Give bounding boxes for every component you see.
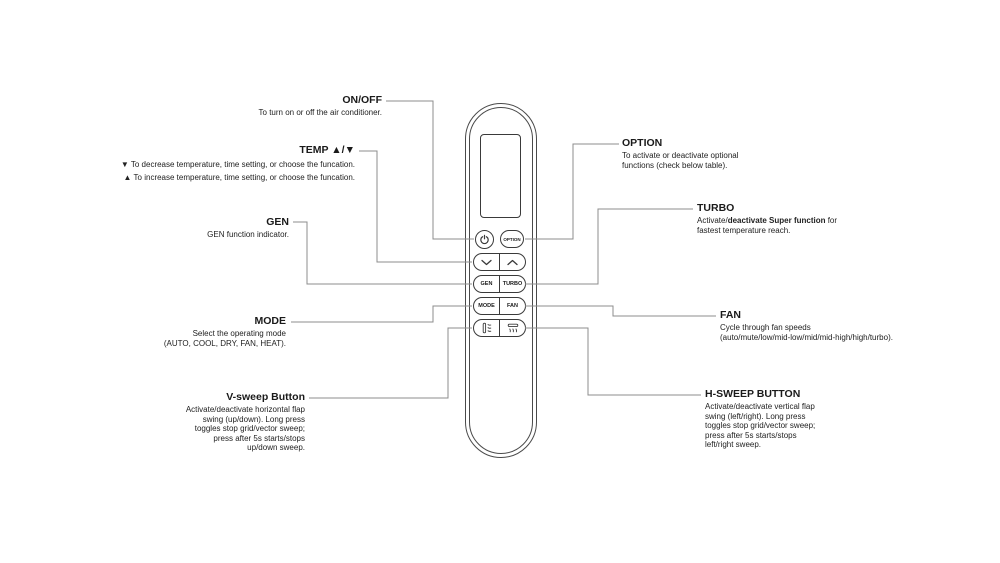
v-sweep-button — [474, 320, 500, 336]
connector-on-off — [386, 101, 474, 239]
temp-down-button — [474, 254, 500, 270]
temp-button-group — [473, 253, 526, 271]
callout-v-sweep — [186, 392, 305, 453]
callout-h-sweep — [705, 389, 815, 450]
sweep-button-group — [473, 319, 526, 337]
callout-mode — [164, 316, 286, 348]
gen-turbo-button-group — [473, 275, 526, 293]
gen-button — [474, 276, 500, 292]
turbo-desc-bold: deactivate Super function — [727, 216, 826, 225]
callout-option — [622, 138, 739, 170]
v-sweep-flap-icon — [481, 322, 493, 334]
turbo-button — [500, 276, 525, 292]
temp-up-button — [500, 254, 525, 270]
power-icon — [479, 234, 490, 245]
power-button — [475, 230, 494, 249]
mode-button — [474, 298, 500, 314]
option-desc-1: To activate or deactivate optional — [622, 151, 739, 160]
connector-fan — [525, 306, 716, 316]
option-label: OPTION — [622, 137, 663, 149]
callout-turbo — [697, 203, 837, 235]
connector-v-sweep — [309, 328, 472, 398]
turbo-desc-pre: Activate/ — [697, 216, 728, 225]
chevron-up-icon — [506, 259, 519, 266]
mode-desc-1: Select the operating mode — [192, 329, 286, 338]
v-sweep-desc-1: Activate/deactivate horizontal flap — [185, 405, 305, 414]
connector-mode — [291, 306, 472, 322]
h-sweep-label: H-SWEEP BUTTON — [705, 388, 801, 400]
callout-temp — [121, 145, 355, 184]
turbo-button-label: TURBO — [502, 281, 523, 287]
fan-desc-1: Cycle through fan speeds — [720, 323, 811, 332]
h-sweep-desc-2: swing (left/right). Long press — [705, 411, 806, 421]
h-sweep-desc-4: press after 5s starts/stops — [705, 430, 797, 440]
on-off-desc: To turn on or off the air conditioner. — [258, 108, 382, 117]
callout-on-off — [259, 95, 382, 118]
mode-label: MODE — [254, 315, 286, 327]
mode-fan-button-group — [473, 297, 526, 315]
fan-desc-2: (auto/mute/low/mid-low/mid/mid-high/high/turbo). — [720, 332, 893, 342]
h-sweep-desc-1: Activate/deactivate vertical flap — [705, 402, 815, 411]
v-sweep-desc-5: up/down sweep. — [247, 443, 305, 452]
h-sweep-desc-3: toggles stop grid/vector sweep; — [705, 421, 816, 430]
option-desc-2: functions (check below table). — [622, 160, 728, 170]
mode-desc-2: (AUTO, COOL, DRY, FAN, HEAT). — [163, 338, 286, 348]
fan-button — [500, 298, 525, 314]
temp-label: TEMP ▲/▼ — [299, 144, 355, 156]
connector-option — [525, 144, 619, 239]
turbo-desc-post: for — [825, 216, 838, 225]
on-off-label: ON/OFF — [342, 94, 382, 106]
connector-temp — [359, 151, 472, 262]
gen-button-label: GEN — [480, 281, 493, 287]
connector-gen — [293, 222, 472, 284]
fan-label: FAN — [720, 309, 741, 321]
turbo-desc-1 — [697, 216, 837, 226]
mode-button-label: MODE — [478, 303, 495, 309]
v-sweep-desc-2: swing (up/down). Long press — [202, 414, 305, 424]
connector-h-sweep — [525, 328, 701, 395]
gen-desc: GEN function indicator. — [207, 230, 289, 239]
h-sweep-desc-5: left/right sweep. — [705, 440, 762, 449]
chevron-down-icon — [480, 259, 493, 266]
turbo-label: TURBO — [697, 202, 735, 214]
turbo-desc-2: fastest temperature reach. — [697, 225, 791, 235]
callout-gen — [207, 217, 289, 240]
temp-desc-increase: ▲ To increase temperature, time setting, or choose the funcation. — [123, 173, 355, 182]
temp-desc-decrease: ▼ To decrease temperature, time setting, or choose the funcation. — [120, 160, 355, 169]
fan-button-label: FAN — [507, 303, 518, 309]
h-sweep-button — [500, 320, 525, 336]
h-sweep-flap-icon — [507, 322, 519, 334]
option-button-label: OPTION — [503, 236, 521, 242]
option-button — [500, 230, 524, 248]
v-sweep-desc-3: toggles stop grid/vector sweep; — [194, 424, 305, 433]
callout-fan — [720, 310, 893, 342]
connector-turbo — [525, 209, 693, 284]
gen-label: GEN — [266, 216, 289, 228]
v-sweep-label: V-sweep Button — [226, 391, 305, 403]
remote-display-screen — [480, 134, 521, 218]
v-sweep-desc-4: press after 5s starts/stops — [213, 433, 305, 443]
